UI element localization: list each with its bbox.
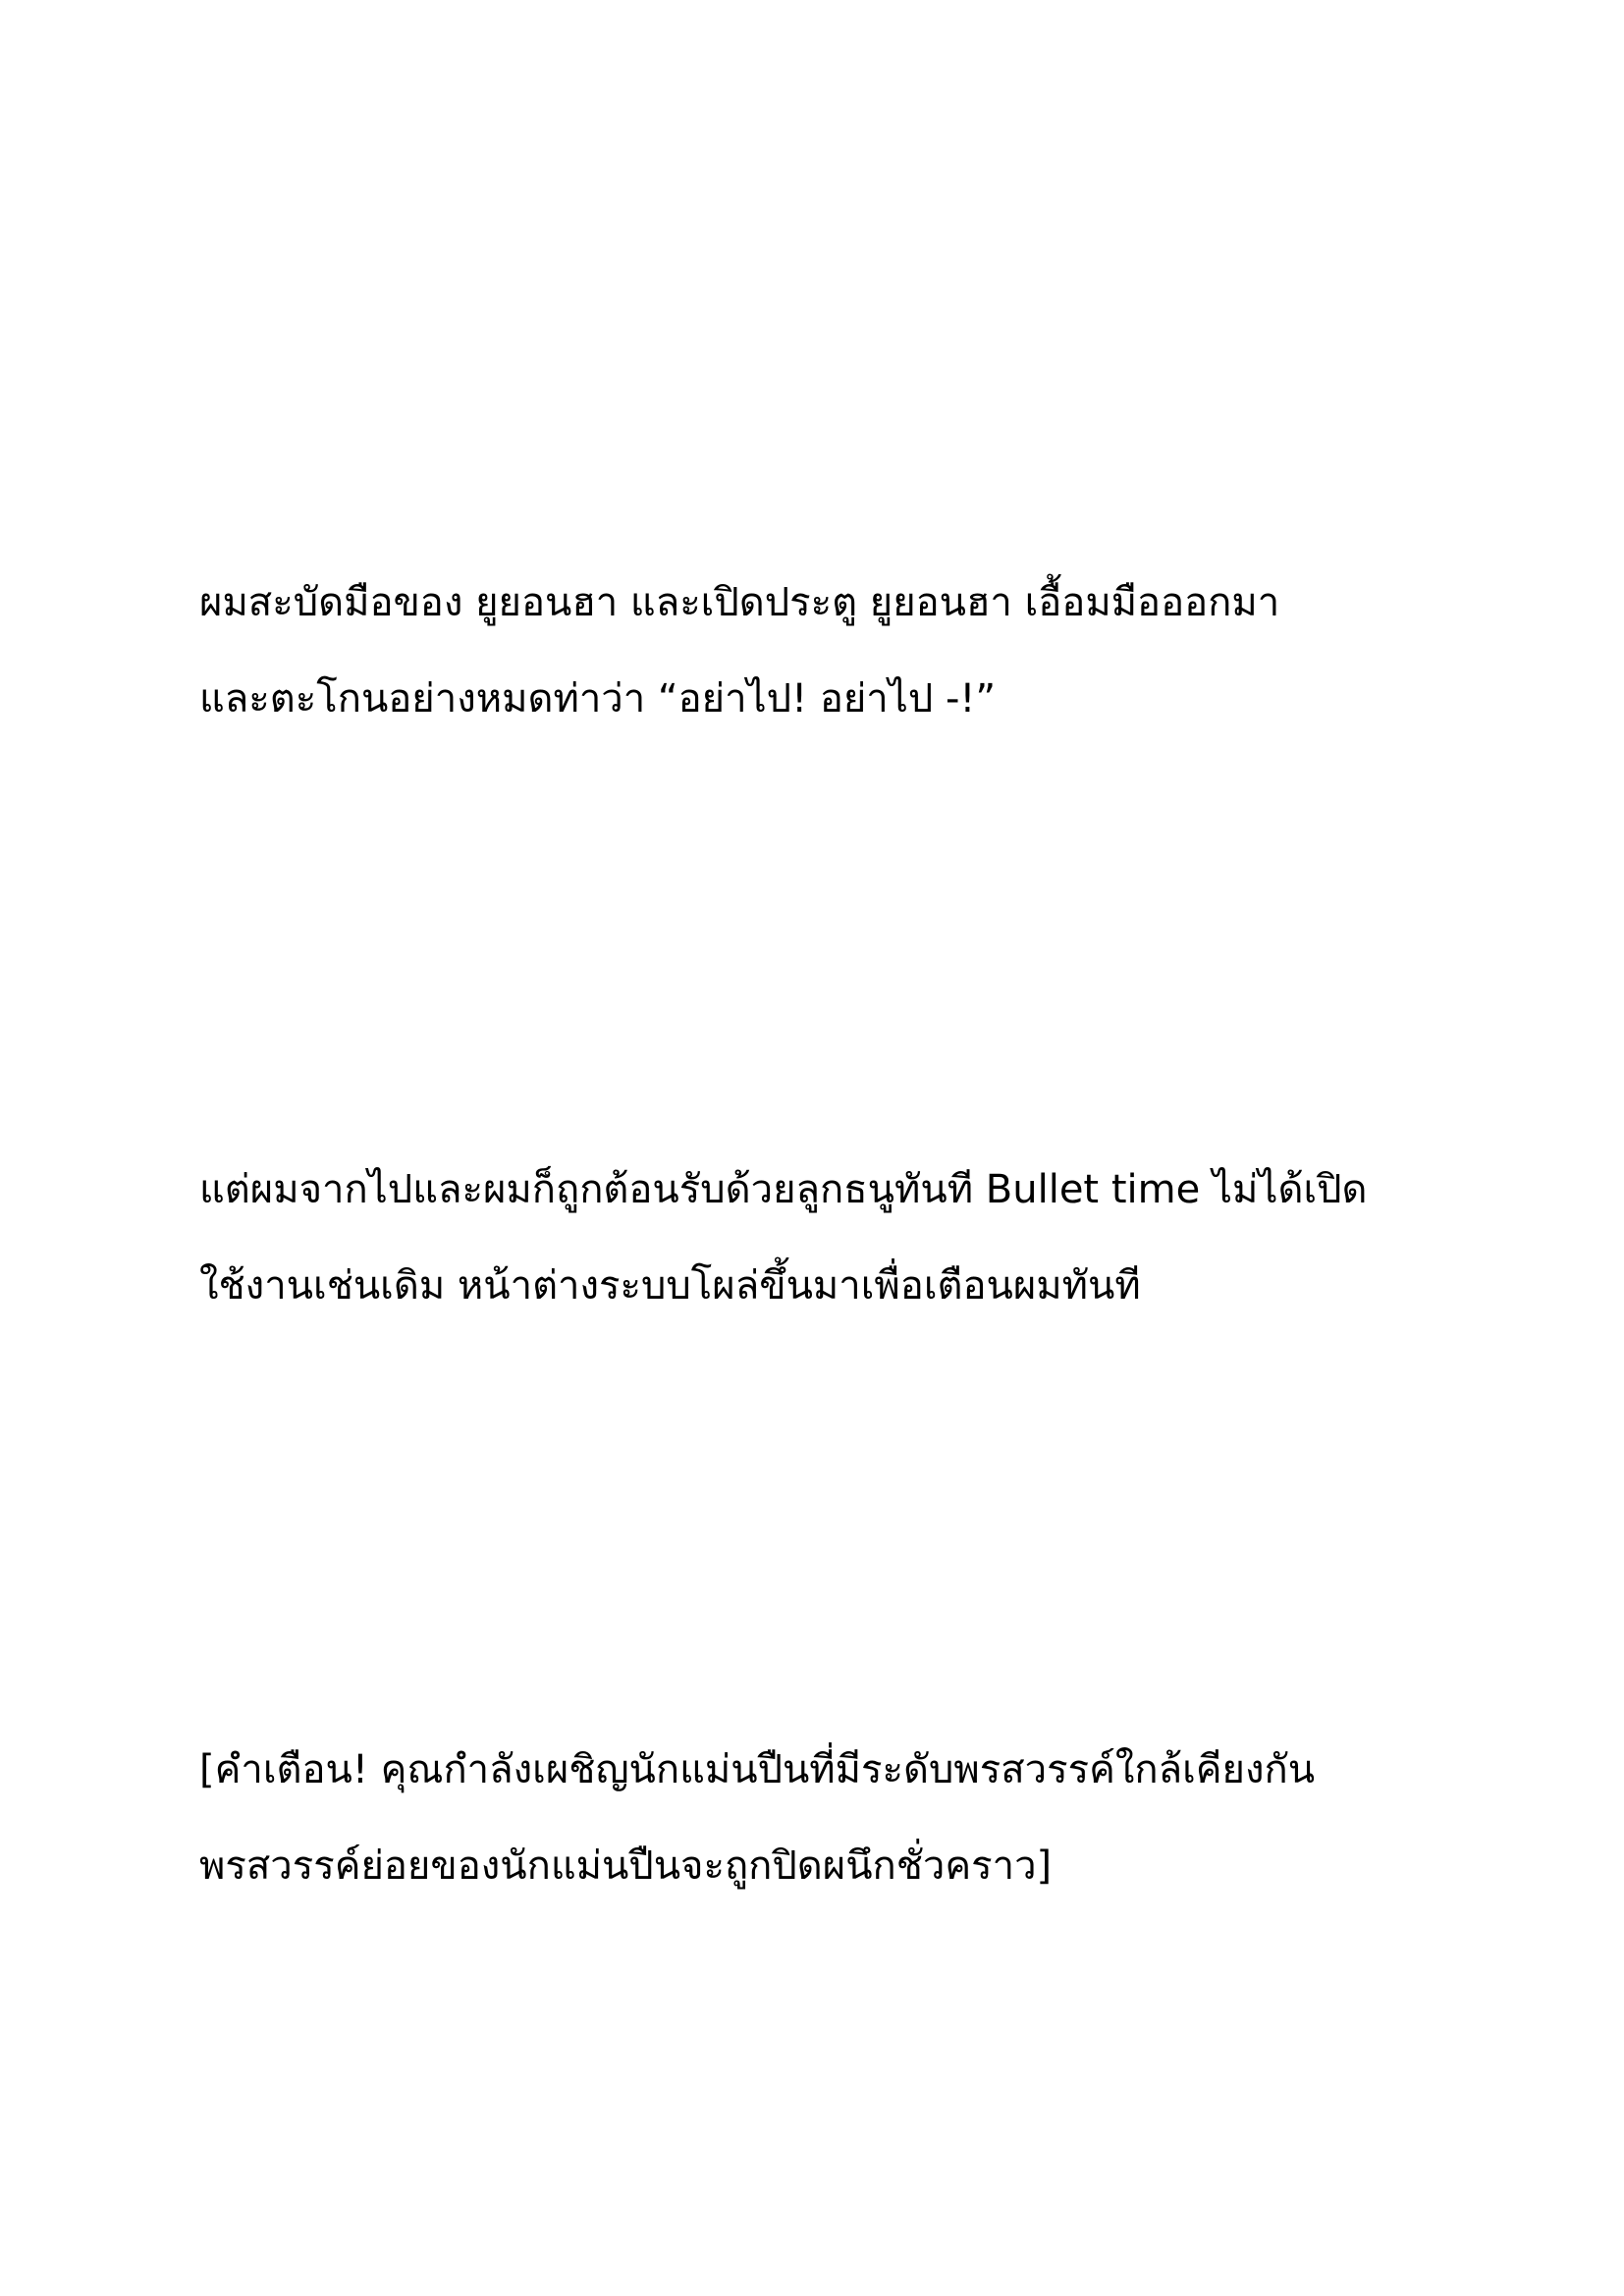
paragraph-1-line-1: ผมสะบัดมือของ ยูยอนฮา และเปิดประตู ยูยอนฮา เอื้อมมือออกมา [199, 580, 1280, 625]
paragraph-1 [199, 555, 1476, 747]
paragraph-3-line-1: [คำเตือน! คุณกำลังเผชิญนักแม่นปืนที่มีระดับพรสวรรค์ใกล้เคียงกัน [199, 1747, 1316, 1792]
paragraph-3-line-2: พรสวรรค์ย่อยของนักแม่นปืนจะถูกปิดผนึกชั่วคราว] [199, 1843, 1053, 1889]
paragraph-2 [199, 1142, 1476, 1334]
paragraph-2-line-1: แต่ผมจากไปและผมก็ถูกต้อนรับด้วยลูกธนูทันที Bullet time ไม่ได้เปิด [199, 1167, 1368, 1212]
paragraph-1-line-2: และตะโกนอย่างหมดท่าว่า “อย่าไป! อย่าไป -!” [199, 676, 997, 721]
paragraph-3-system-warning [199, 1722, 1476, 1914]
paragraph-2-line-2: ใช้งานเช่นเดิม หน้าต่างระบบโผล่ขึ้นมาเพื่อเตือนผมทันที [199, 1263, 1141, 1308]
